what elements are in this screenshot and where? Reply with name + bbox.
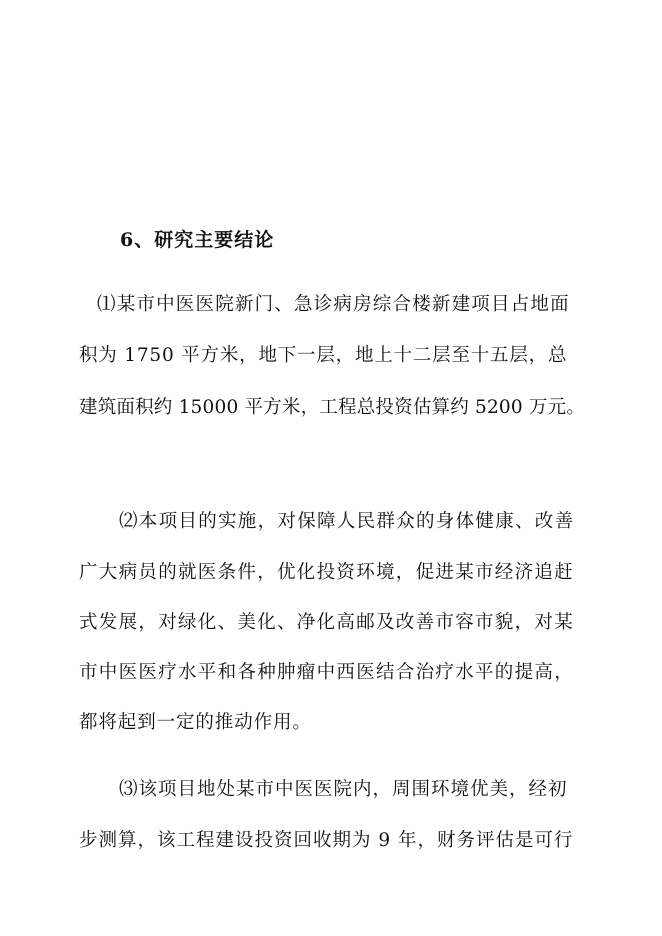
paragraph-line: ⑴某市中医医院新门、急诊病房综合楼新建项目占地面: [97, 294, 570, 315]
paragraph-line: 都将起到一定的推动作用。: [79, 712, 312, 733]
paragraph-line: 建筑面积约 15000 平方米，工程总投资估算约 5200 万元。: [79, 397, 586, 418]
paragraph-line: ⑶该项目地处某市中医医院内，周围环境优美，经初: [119, 779, 568, 800]
paragraph-line: ⑵本项目的实施，对保障人民群众的身体健康、改善: [119, 511, 575, 532]
section-heading: 6、研究主要结论: [120, 229, 275, 251]
paragraph-line: 市中医医疗水平和各种肿瘤中西医结合治疗水平的提高，: [79, 662, 575, 683]
paragraph-line: 积为 1750 平方米，地下一层，地上十二层至十五层，总: [79, 345, 568, 366]
paragraph-line: 式发展，对绿化、美化、净化高邮及改善市容市貌，对某: [79, 612, 575, 633]
paragraph-line: 广大病员的就医条件，优化投资环境，促进某市经济追赶: [79, 562, 575, 583]
paragraph-line: 步测算，该工程建设投资回收期为 9 年，财务评估是可行: [79, 830, 574, 851]
